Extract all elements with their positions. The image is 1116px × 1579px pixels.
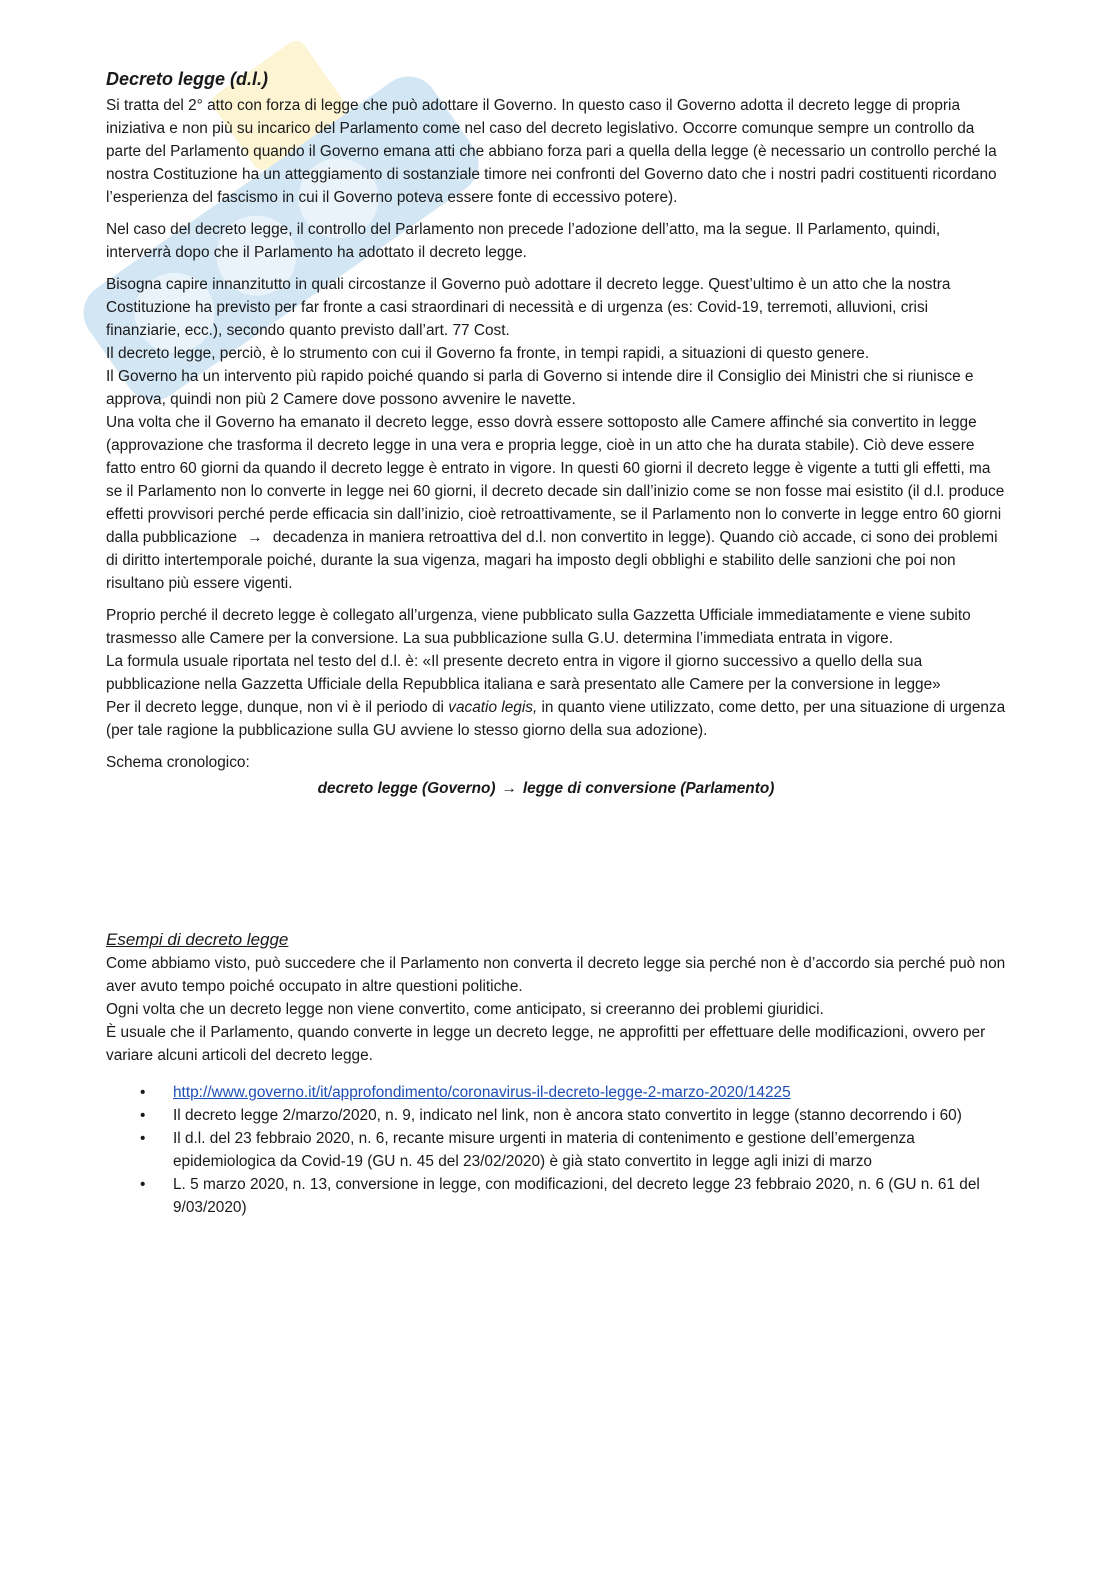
- paragraph-text: in quanto viene utilizzato, come detto, per una situazione di urgenza (per tale ragione la pubblicazione sulla GU avviene lo stesso giorno della sua adozione).: [106, 699, 1006, 739]
- right-arrow-icon: →: [501, 780, 517, 797]
- schema-label: Schema cronologico:: [106, 754, 250, 771]
- list-item-text: Il decreto legge 2/marzo/2020, n. 9, indicato nel link, non è ancora stato convertito in legge (stanno decorrendo i 60): [173, 1107, 962, 1124]
- paragraph: Ogni volta che un decreto legge non viene convertito, come anticipato, si creeranno dei problemi giuridici.: [106, 1001, 824, 1018]
- examples-list: [106, 1081, 1006, 1219]
- emphasis-vacatio-legis: vacatio legis,: [448, 699, 538, 716]
- list-item-text: L. 5 marzo 2020, n. 13, conversione in legge, con modificazioni, del decreto legge 23 febbraio 2020, n. 6 (GU n. 61 del 9/03/2020): [173, 1176, 980, 1216]
- paragraph: Bisogna capire innanzitutto in quali circostanze il Governo può adottare il decreto legge. Quest’ultimo è un atto che la nostra Costituzione ha previsto per far fronte a casi straordinari di necessità e di urgenza (es: Covid-19, terremoti, alluvioni, crisi finanziarie, ecc.), secondo quanto previsto dall’art. 77 Cost.: [106, 276, 951, 339]
- section-heading-decreto-legge: Decreto legge (d.l.): [106, 69, 269, 89]
- bullet-icon: •: [140, 1130, 146, 1147]
- paragraph: La formula usuale riportata nel testo del d.l. è: «Il presente decreto entra in vigore il giorno successivo a quello della sua pubblicazione nella Gazzetta Ufficiale della Repubblica italiana e sarà presentato alle Camere per la conversione in legge»: [106, 653, 941, 693]
- schema-left: decreto legge (Governo): [317, 780, 496, 797]
- paragraph: Proprio perché il decreto legge è collegato all’urgenza, viene pubblicato sulla Gazzetta Ufficiale immediatamente e viene subito trasmesso alle Camere per la conversione. La sua pubblicazione sulla G.U. determina l’immediata entrata in vigore.: [106, 607, 971, 647]
- paragraph-text: Per il decreto legge, dunque, non vi è il periodo di: [106, 699, 449, 716]
- paragraph: [106, 696, 1006, 742]
- governo-link[interactable]: http://www.governo.it/it/approfondimento/coronavirus-il-decreto-legge-2-marzo-2020/14225: [173, 1084, 791, 1101]
- schema-formula: [106, 777, 1006, 800]
- section-heading-esempi: Esempi di decreto legge: [106, 930, 289, 949]
- document-body: [106, 66, 1006, 1219]
- spacer: [106, 800, 1006, 928]
- paragraph: Il decreto legge, perciò, è lo strumento con cui il Governo fa fronte, in tempi rapidi, a situazioni di questo genere.: [106, 345, 870, 362]
- schema-right: legge di conversione (Parlamento): [522, 780, 775, 797]
- paragraph-text: decadenza in maniera retroattiva del d.l. non convertito in legge). Quando ciò accade, ci sono dei problemi di diritto intertemporale poiché, durante la sua vigenza, magari ha imposto degli obblighi e stabilito delle sanzioni che poi non risultano più essere vigenti.: [106, 529, 998, 592]
- paragraph: [106, 411, 1006, 595]
- paragraph: Come abbiamo visto, può succedere che il Parlamento non converta il decreto legge sia perché non è d’accordo sia perché può non aver avuto tempo poiché occupato in altre questioni politiche.: [106, 955, 1006, 995]
- bullet-icon: •: [140, 1176, 146, 1193]
- paragraph: Nel caso del decreto legge, il controllo del Parlamento non precede l’adozione dell’atto, ma la segue. Il Parlamento, quindi, interverrà dopo che il Parlamento ha adottato il decreto legge.: [106, 221, 941, 261]
- list-item: [106, 1104, 1006, 1127]
- paragraph: Il Governo ha un intervento più rapido poiché quando si parla di Governo si intende dire il Consiglio dei Ministri che si riunisce e approva, quindi non più 2 Camere dove possono avvenire le navette.: [106, 368, 974, 408]
- paragraph-text: Una volta che il Governo ha emanato il decreto legge, esso dovrà essere sottoposto alle Camere affinché sia convertito in legge (approvazione che trasforma il decreto legge in una vera e propria legge, cioè in un atto che ha durata stabile). Ciò deve essere fatto entro 60 giorni da quando il decreto legge è entrato in vigore. In questi 60 giorni il decreto legge è vigente a tutti gli effetti, ma se il Parlamento non lo converte in legge nei 60 giorni, il decreto decade sin dall’inizio come se non fosse mai esistito (il d.l. produce effetti provvisori perché perde efficacia sin dall’inizio, cioè retroattivamente, se il Parlamento non lo converte in legge entro 60 giorni dalla pubblicazione: [106, 414, 1005, 546]
- list-item: [106, 1127, 1006, 1173]
- bullet-icon: •: [140, 1107, 146, 1124]
- bullet-icon: •: [140, 1084, 146, 1101]
- paragraph: È usuale che il Parlamento, quando converte in legge un decreto legge, ne approfitti per effettuare delle modificazioni, ovvero per variare alcuni articoli del decreto legge.: [106, 1024, 986, 1064]
- list-item-text: Il d.l. del 23 febbraio 2020, n. 6, recante misure urgenti in materia di contenimento e gestione dell’emergenza epidemiologica da Covid-19 (GU n. 45 del 23/02/2020) è già stato convertito in legge agli inizi di marzo: [173, 1130, 915, 1170]
- list-item: [106, 1081, 1006, 1104]
- list-item: [106, 1173, 1006, 1219]
- paragraph: Si tratta del 2° atto con forza di legge che può adottare il Governo. In questo caso il Governo adotta il decreto legge di propria iniziativa e non più su incarico del Parlamento come nel caso del decreto legislativo. Occorre comunque sempre un controllo da parte del Parlamento quando il Governo emana atti che abbiano forza pari a quella della legge (è necessario un controllo perché la nostra Costituzione ha un atteggiamento di sostanziale timore nei confronti del Governo dato che i nostri padri costituenti ricordano l’esperienza del fascismo in cui il Governo poteva essere fonte di eccessivo potere).: [106, 97, 997, 206]
- right-arrow-icon: →: [247, 529, 263, 546]
